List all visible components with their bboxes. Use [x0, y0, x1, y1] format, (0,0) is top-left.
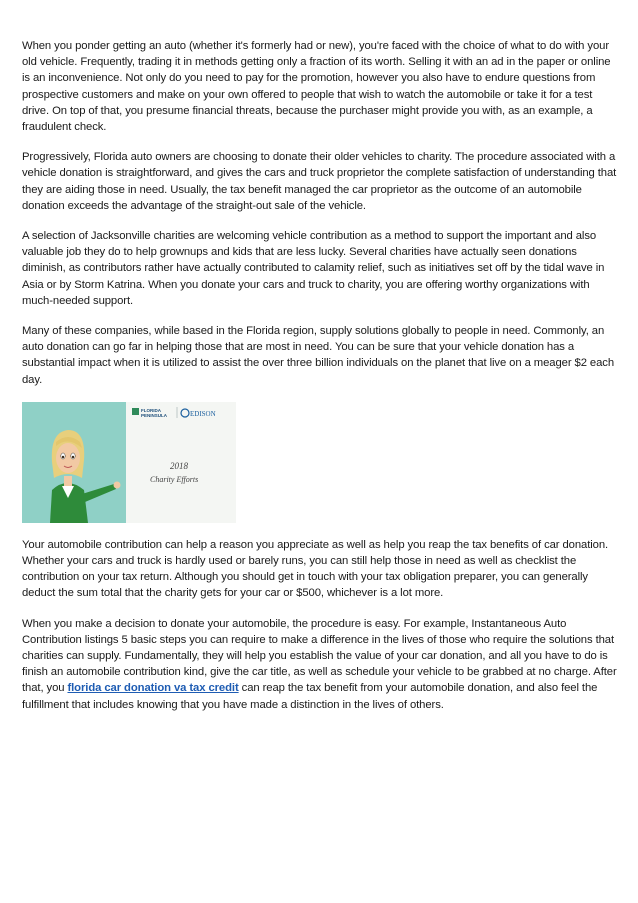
paragraph-4: Many of these companies, while based in the Florida region, supply solutions globally to people in need. Commonly, an auto donation can go far in helping those that are most in need. You can be sure that your vehicle donation has a substantial impact when it is utilized to assist the over three billion individuals on the planet that live on a meager $2 each day. [22, 325, 615, 386]
paragraph-2: Progressively, Florida auto owners are choosing to donate their older vehicles to charity. The procedure associated with a vehicle donation is straightforward, and gives the cars and truck proprietor the complete satisfaction of understanding that they are aiding those in need. Usually, the tax benefit managed the car proprietor as the outcome of an automobile donation exceeds the advantage of the straight-out sale of the vehicle. [22, 151, 617, 212]
paragraph-6-text-before: When you make a decision to donate your automobile, the procedure is easy. For example, Instantaneous Auto Contribution listings 5 basic steps you can require to make a difference in the lives of those who require the solutions that charities can supply. Fundamentally, they will help you establish the value of your car donation, and all you have to do is finish an automobile contribution kind, give the car title, as well as schedule your vehicle to be grabbed at no charge. After that, you [22, 617, 617, 695]
logo-text-florida: FLORIDA [141, 407, 161, 413]
logo-text-edison: EDISON [190, 409, 216, 418]
florida-car-donation-link[interactable]: florida car donation va tax credit [67, 682, 239, 695]
paragraph-6-text-after: can reap the tax benefit from your automobile donation, and also feel the fulfillment that includes knowing that you have made a distinction in the lives of others. [22, 682, 598, 711]
florida-logo-mark [132, 408, 139, 415]
face [56, 443, 80, 473]
paragraph-5: Your automobile contribution can help a reason you appreciate as well as help you reap the tax benefits of car donation. Whether your cars and truck is hardly used or barely runs, you can still help those in need as well as checklist the contribution on your tax return. Although you should get in touch with your tax obligation preparer, you can generally deduct the sum total that the charity gets for your car or $500, whichever is a lot more. [22, 538, 609, 600]
logo-text-peninsula: PENINSULA [141, 412, 168, 418]
hand [114, 481, 121, 488]
caption-text: Charity Efforts [150, 474, 199, 484]
charity-efforts-image [22, 402, 236, 523]
year-text: 2018 [170, 460, 188, 471]
paragraph-6 [22, 616, 618, 713]
illustration [22, 402, 236, 523]
paragraph-1: When you ponder getting an auto (whether it's formerly had or new), you're faced with the choice of what to do with your old vehicle. Frequently, trading it in methods getting only a fraction of its worth. Selling it with an ad in the paper or online is an inconvenience. Not only do you need to pay for the promotion, however you also have to endure questions from prospective customers and make on your own offered to people that wish to watch the automobile or take it for a test drive. On top of that, you presume financial threats, because the purchaser might provide you with, as an example, a fraudulent check. [22, 40, 611, 134]
article-body [22, 38, 618, 727]
paragraph-3: A selection of Jacksonville charities are welcoming vehicle contribution as a method to support the important and also valuable job they do to help grownups and kids that are less lucky. Several charities have actually seen donations diminish, as contributors rather have actually contributed to calamity relief, such as initiatives set off by the tidal wave in Asia or by Storm Katrina. When you donate your cars and truck to charity, you are offering worthy organizations with much-needed support. [22, 230, 605, 307]
neck [64, 476, 72, 486]
